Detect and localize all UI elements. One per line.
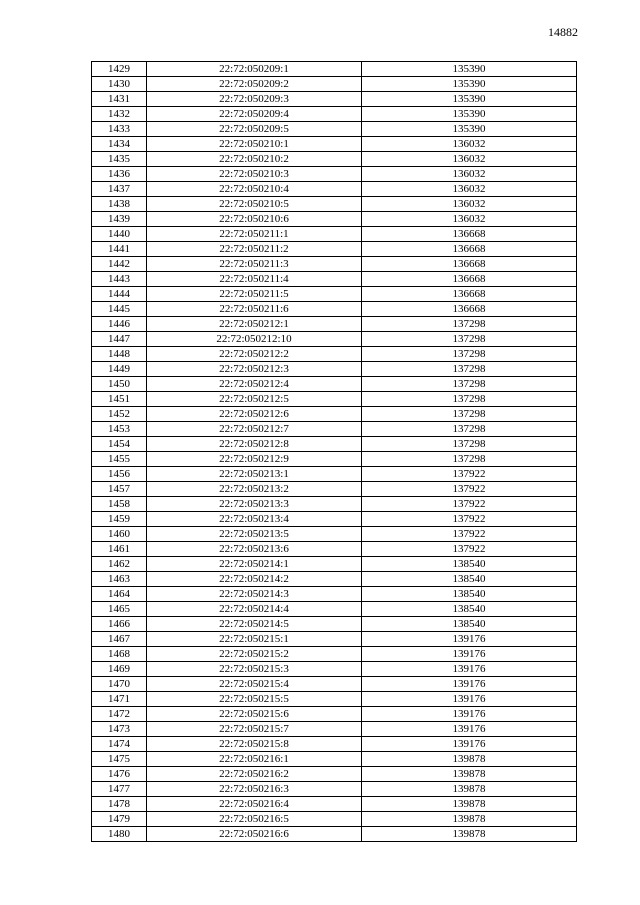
value-cell: 137922 [362,527,577,542]
table-row [92,392,577,407]
cadastral-number-cell: 22:72:050212:7 [147,422,362,437]
row-number-cell: 1457 [92,482,147,497]
table-row [92,332,577,347]
row-number-cell: 1474 [92,737,147,752]
row-number-cell: 1449 [92,362,147,377]
cadastral-number-cell: 22:72:050212:3 [147,362,362,377]
value-cell: 136032 [362,197,577,212]
value-cell: 139878 [362,827,577,842]
value-cell: 135390 [362,62,577,77]
row-number-cell: 1465 [92,602,147,617]
value-cell: 137922 [362,512,577,527]
value-cell: 137298 [362,422,577,437]
cadastral-number-cell: 22:72:050213:5 [147,527,362,542]
row-number-cell: 1440 [92,227,147,242]
row-number-cell: 1472 [92,707,147,722]
cadastral-number-cell: 22:72:050215:5 [147,692,362,707]
value-cell: 139176 [362,647,577,662]
value-cell: 137298 [362,377,577,392]
table-row [92,737,577,752]
row-number-cell: 1435 [92,152,147,167]
table-row [92,107,577,122]
table-row [92,227,577,242]
table-row [92,497,577,512]
table-row [92,707,577,722]
row-number-cell: 1478 [92,797,147,812]
row-number-cell: 1439 [92,212,147,227]
cadastral-number-cell: 22:72:050209:3 [147,92,362,107]
table-row [92,647,577,662]
row-number-cell: 1459 [92,512,147,527]
table-row [92,257,577,272]
row-number-cell: 1473 [92,722,147,737]
cadastral-number-cell: 22:72:050212:1 [147,317,362,332]
value-cell: 139176 [362,737,577,752]
value-cell: 136668 [362,242,577,257]
cadastral-number-cell: 22:72:050210:2 [147,152,362,167]
cadastral-number-cell: 22:72:050211:5 [147,287,362,302]
cadastral-number-cell: 22:72:050211:1 [147,227,362,242]
row-number-cell: 1453 [92,422,147,437]
table-row [92,587,577,602]
table-row [92,407,577,422]
value-cell: 137922 [362,542,577,557]
table-row [92,437,577,452]
table-row [92,632,577,647]
cadastral-number-cell: 22:72:050213:3 [147,497,362,512]
row-number-cell: 1434 [92,137,147,152]
value-cell: 137298 [362,362,577,377]
table-row [92,527,577,542]
row-number-cell: 1468 [92,647,147,662]
row-number-cell: 1455 [92,452,147,467]
table-row [92,827,577,842]
row-number-cell: 1438 [92,197,147,212]
row-number-cell: 1429 [92,62,147,77]
table-row [92,692,577,707]
row-number-cell: 1437 [92,182,147,197]
row-number-cell: 1452 [92,407,147,422]
cadastral-number-cell: 22:72:050214:3 [147,587,362,602]
row-number-cell: 1448 [92,347,147,362]
row-number-cell: 1432 [92,107,147,122]
cadastral-number-cell: 22:72:050215:3 [147,662,362,677]
table-row [92,512,577,527]
cadastral-number-cell: 22:72:050215:4 [147,677,362,692]
value-cell: 136032 [362,167,577,182]
value-cell: 139176 [362,692,577,707]
table-row [92,812,577,827]
cadastral-number-cell: 22:72:050215:2 [147,647,362,662]
row-number-cell: 1463 [92,572,147,587]
row-number-cell: 1442 [92,257,147,272]
row-number-cell: 1444 [92,287,147,302]
row-number-cell: 1476 [92,767,147,782]
value-cell: 137922 [362,497,577,512]
cadastral-number-cell: 22:72:050214:5 [147,617,362,632]
value-cell: 136032 [362,137,577,152]
cadastral-number-cell: 22:72:050214:4 [147,602,362,617]
table-row [92,167,577,182]
cadastral-number-cell: 22:72:050213:4 [147,512,362,527]
value-cell: 139176 [362,707,577,722]
value-cell: 139176 [362,632,577,647]
cadastral-number-cell: 22:72:050212:9 [147,452,362,467]
value-cell: 137922 [362,482,577,497]
value-cell: 136032 [362,152,577,167]
cadastral-number-cell: 22:72:050210:5 [147,197,362,212]
table-row [92,572,577,587]
value-cell: 139878 [362,797,577,812]
table-row [92,362,577,377]
value-cell: 138540 [362,557,577,572]
value-cell: 135390 [362,92,577,107]
table-row [92,242,577,257]
table-row [92,287,577,302]
value-cell: 137298 [362,392,577,407]
table-row [92,557,577,572]
row-number-cell: 1458 [92,497,147,512]
table-row [92,272,577,287]
table-row [92,77,577,92]
cadastral-table [91,61,577,842]
table-row [92,482,577,497]
value-cell: 139878 [362,752,577,767]
value-cell: 136032 [362,212,577,227]
cadastral-number-cell: 22:72:050209:1 [147,62,362,77]
row-number-cell: 1480 [92,827,147,842]
row-number-cell: 1471 [92,692,147,707]
table-row [92,797,577,812]
table-row [92,722,577,737]
cadastral-number-cell: 22:72:050209:2 [147,77,362,92]
value-cell: 136032 [362,182,577,197]
value-cell: 138540 [362,617,577,632]
row-number-cell: 1431 [92,92,147,107]
cadastral-number-cell: 22:72:050209:5 [147,122,362,137]
table-row [92,212,577,227]
value-cell: 137298 [362,317,577,332]
value-cell: 137298 [362,452,577,467]
value-cell: 139878 [362,782,577,797]
row-number-cell: 1433 [92,122,147,137]
cadastral-number-cell: 22:72:050212:10 [147,332,362,347]
cadastral-number-cell: 22:72:050211:6 [147,302,362,317]
cadastral-number-cell: 22:72:050215:8 [147,737,362,752]
table-row [92,677,577,692]
table-row [92,317,577,332]
value-cell: 139176 [362,722,577,737]
table-body [92,62,577,842]
value-cell: 139878 [362,767,577,782]
cadastral-number-cell: 22:72:050216:6 [147,827,362,842]
table-row [92,137,577,152]
table-row [92,302,577,317]
value-cell: 137298 [362,347,577,362]
row-number-cell: 1477 [92,782,147,797]
value-cell: 137922 [362,467,577,482]
row-number-cell: 1464 [92,587,147,602]
value-cell: 135390 [362,107,577,122]
row-number-cell: 1469 [92,662,147,677]
value-cell: 138540 [362,572,577,587]
table-row [92,182,577,197]
value-cell: 138540 [362,602,577,617]
row-number-cell: 1479 [92,812,147,827]
cadastral-number-cell: 22:72:050216:1 [147,752,362,767]
table-row [92,752,577,767]
cadastral-number-cell: 22:72:050216:3 [147,782,362,797]
cadastral-number-cell: 22:72:050212:4 [147,377,362,392]
value-cell: 139176 [362,662,577,677]
cadastral-number-cell: 22:72:050213:6 [147,542,362,557]
row-number-cell: 1441 [92,242,147,257]
cadastral-number-cell: 22:72:050216:5 [147,812,362,827]
row-number-cell: 1475 [92,752,147,767]
cadastral-number-cell: 22:72:050215:6 [147,707,362,722]
cadastral-number-cell: 22:72:050210:3 [147,167,362,182]
row-number-cell: 1436 [92,167,147,182]
cadastral-number-cell: 22:72:050211:3 [147,257,362,272]
cadastral-number-cell: 22:72:050212:5 [147,392,362,407]
table-row [92,377,577,392]
table-row [92,467,577,482]
row-number-cell: 1461 [92,542,147,557]
cadastral-number-cell: 22:72:050214:1 [147,557,362,572]
value-cell: 136668 [362,302,577,317]
value-cell: 135390 [362,122,577,137]
value-cell: 139878 [362,812,577,827]
cadastral-number-cell: 22:72:050212:8 [147,437,362,452]
value-cell: 136668 [362,227,577,242]
row-number-cell: 1460 [92,527,147,542]
table-row [92,602,577,617]
row-number-cell: 1470 [92,677,147,692]
table-row [92,782,577,797]
page-number: 14882 [548,25,578,39]
table-row [92,617,577,632]
cadastral-number-cell: 22:72:050215:7 [147,722,362,737]
row-number-cell: 1462 [92,557,147,572]
table-row [92,542,577,557]
cadastral-number-cell: 22:72:050210:6 [147,212,362,227]
row-number-cell: 1446 [92,317,147,332]
table-row [92,152,577,167]
row-number-cell: 1467 [92,632,147,647]
cadastral-number-cell: 22:72:050210:4 [147,182,362,197]
cadastral-number-cell: 22:72:050210:1 [147,137,362,152]
value-cell: 135390 [362,77,577,92]
cadastral-number-cell: 22:72:050216:2 [147,767,362,782]
row-number-cell: 1466 [92,617,147,632]
value-cell: 136668 [362,272,577,287]
row-number-cell: 1451 [92,392,147,407]
cadastral-number-cell: 22:72:050212:6 [147,407,362,422]
value-cell: 139176 [362,677,577,692]
cadastral-number-cell: 22:72:050211:4 [147,272,362,287]
row-number-cell: 1443 [92,272,147,287]
cadastral-number-cell: 22:72:050209:4 [147,107,362,122]
row-number-cell: 1447 [92,332,147,347]
cadastral-number-cell: 22:72:050212:2 [147,347,362,362]
table-row [92,92,577,107]
table-row [92,122,577,137]
cadastral-number-cell: 22:72:050215:1 [147,632,362,647]
table-row [92,197,577,212]
value-cell: 138540 [362,587,577,602]
table-row [92,662,577,677]
value-cell: 137298 [362,407,577,422]
cadastral-number-cell: 22:72:050211:2 [147,242,362,257]
cadastral-number-cell: 22:72:050216:4 [147,797,362,812]
row-number-cell: 1445 [92,302,147,317]
row-number-cell: 1450 [92,377,147,392]
value-cell: 137298 [362,332,577,347]
value-cell: 137298 [362,437,577,452]
cadastral-number-cell: 22:72:050214:2 [147,572,362,587]
table-row [92,767,577,782]
row-number-cell: 1456 [92,467,147,482]
table-row [92,422,577,437]
value-cell: 136668 [362,287,577,302]
value-cell: 136668 [362,257,577,272]
row-number-cell: 1454 [92,437,147,452]
table-row [92,452,577,467]
row-number-cell: 1430 [92,77,147,92]
cadastral-number-cell: 22:72:050213:2 [147,482,362,497]
cadastral-number-cell: 22:72:050213:1 [147,467,362,482]
table-row [92,347,577,362]
table-row [92,62,577,77]
